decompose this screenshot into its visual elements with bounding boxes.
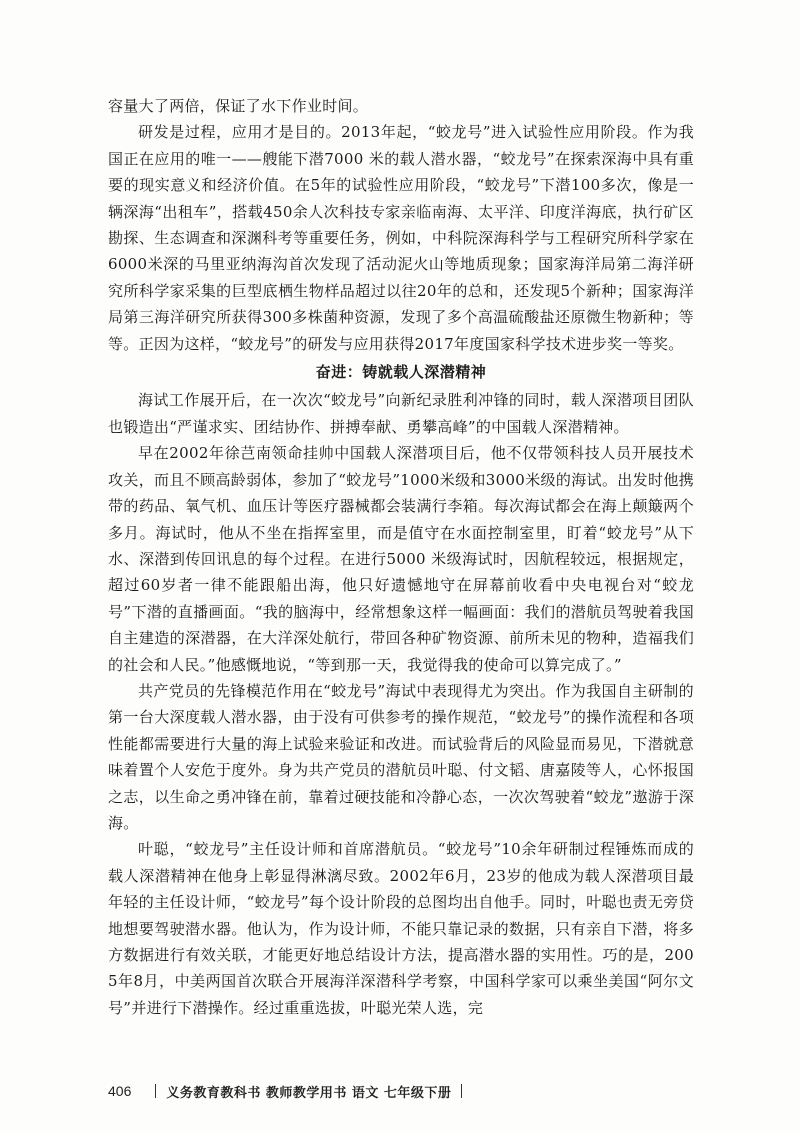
paragraph-research-application: 研发是过程，应用才是目的。2013年起，“蛟龙号”进入试验性应用阶段。作为我国正在应用的唯一——艘能下潜7000 米的载人潜水器，“蛟龙号”在探索深海中具有重要的现实意义和经济价值。在5年的试验性应用阶段，“蛟龙号”下潜100多次，像是一辆深海“出租车”，搭载450余人次科技专家亲临南海、太平洋、印度洋海底，执行矿区勘探、生态调查和深渊科考等重要任务，例如，中科院深海科学与工程研究所科学家在6000米深的马里亚纳海沟首次发现了活动泥火山等地质现象；国家海洋局第二海洋研究所科学家采集的巨型底栖生物样品超过以往20年的总和，还发现5个新种；国家海洋局第三海洋研究所获得300多株菌种资源，发现了多个高温硫酸盐还原微生物新种；等等。正因为这样，“蛟龙号”的研发与应用获得2017年度国家科学技术进步奖一等奖。	[108, 123, 694, 353]
paragraph-xu-qinan: 早在2002年徐芑南领命挂帅中国载人深潜项目后，他不仅带领科技人员开展技术攻关，而且不顾高龄弱体，参加了“蛟龙号”1000米级和3000米级的海试。出发时他携带的药品、氧气机、血压计等医疗器械都会装满行李箱。每次海试都会在海上颠簸两个多月。海试时，他从不坐在指挥室里，而是值守在水面控制室里，盯着“蛟龙号”从下水、深潜到传回讯息的每个过程。在进行5000 米级海试时，因航程较远，根据规定，超过60岁者一律不能跟船出海，他只好遗憾地守在屏幕前收看中央电视台对“蛟龙号”下潜的直播画面。“我的脑海中，经常想象这样一幅画面：我们的潜航员驾驶着我国自主建造的深潜器，在大洋深处航行，带回各种矿物资源、前所未见的物种，造福我们的社会和人民。”他感慨地说，“等到那一天，我觉得我的使命可以算完成了。”	[108, 444, 694, 674]
page-footer	[108, 1080, 472, 1102]
paragraph-spirit: 海试工作展开后，在一次次“蛟龙号”向新纪录胜利冲锋的同时，载人深潜项目团队也锻造出“严谨求实、团结协作、拼搏奉献、勇攀高峰”的中国载人深潜精神。	[108, 391, 694, 436]
book-info: 义务教育教科书 教师教学用书 语文 七年级下册	[166, 1085, 452, 1101]
paragraph-party-members: 共产党员的先锋模范作用在“蛟龙号”海试中表现得尤为突出。作为我国自主研制的第一台大深度载人潜水器，由于没有可供参考的操作规范，“蛟龙号”的操作流程和各项性能都需要进行大量的海上试验来验证和改进。而试验背后的风险显而易见，下潜就意味着置个人安危于度外。身为共产党员的潜航员叶聪、付文韬、唐嘉陵等人，心怀报国之志，以生命之勇冲锋在前，靠着过硬技能和冷静心态，一次次驾驶着“蛟龙”遨游于深海。	[108, 681, 694, 832]
section-heading: 奋进：铸就载人深潜精神	[315, 363, 487, 382]
page-number: 406	[108, 1083, 132, 1099]
body-text	[108, 93, 694, 1021]
footer-divider	[155, 1084, 156, 1098]
paragraph-continued: 容量大了两倍，保证了水下作业时间。	[108, 97, 369, 115]
footer-divider-end	[461, 1084, 462, 1098]
paragraph-ye-cong: 叶聪，“蛟龙号”主任设计师和首席潜航员。“蛟龙号”10余年研制过程锤炼而成的载人深潜精神在他身上彰显得淋漓尽致。2002年6月，23岁的他成为载人深潜项目最年轻的主任设计师，“蛟龙号”每个设计阶段的总图均出自他手。同时，叶聪也责无旁贷地想要驾驶潜水器。他认为，作为设计师，不能只靠记录的数据，只有亲自下潜，将多方数据进行有效关联，才能更好地总结设计方法，提高潜水器的实用性。巧的是，2005年8月，中美两国首次联合开展海洋深潜科学考察，中国科学家可以乘坐美国“阿尔文号”并进行下潜操作。经过重重选拔，叶聪光荣人选，完	[108, 840, 694, 1017]
